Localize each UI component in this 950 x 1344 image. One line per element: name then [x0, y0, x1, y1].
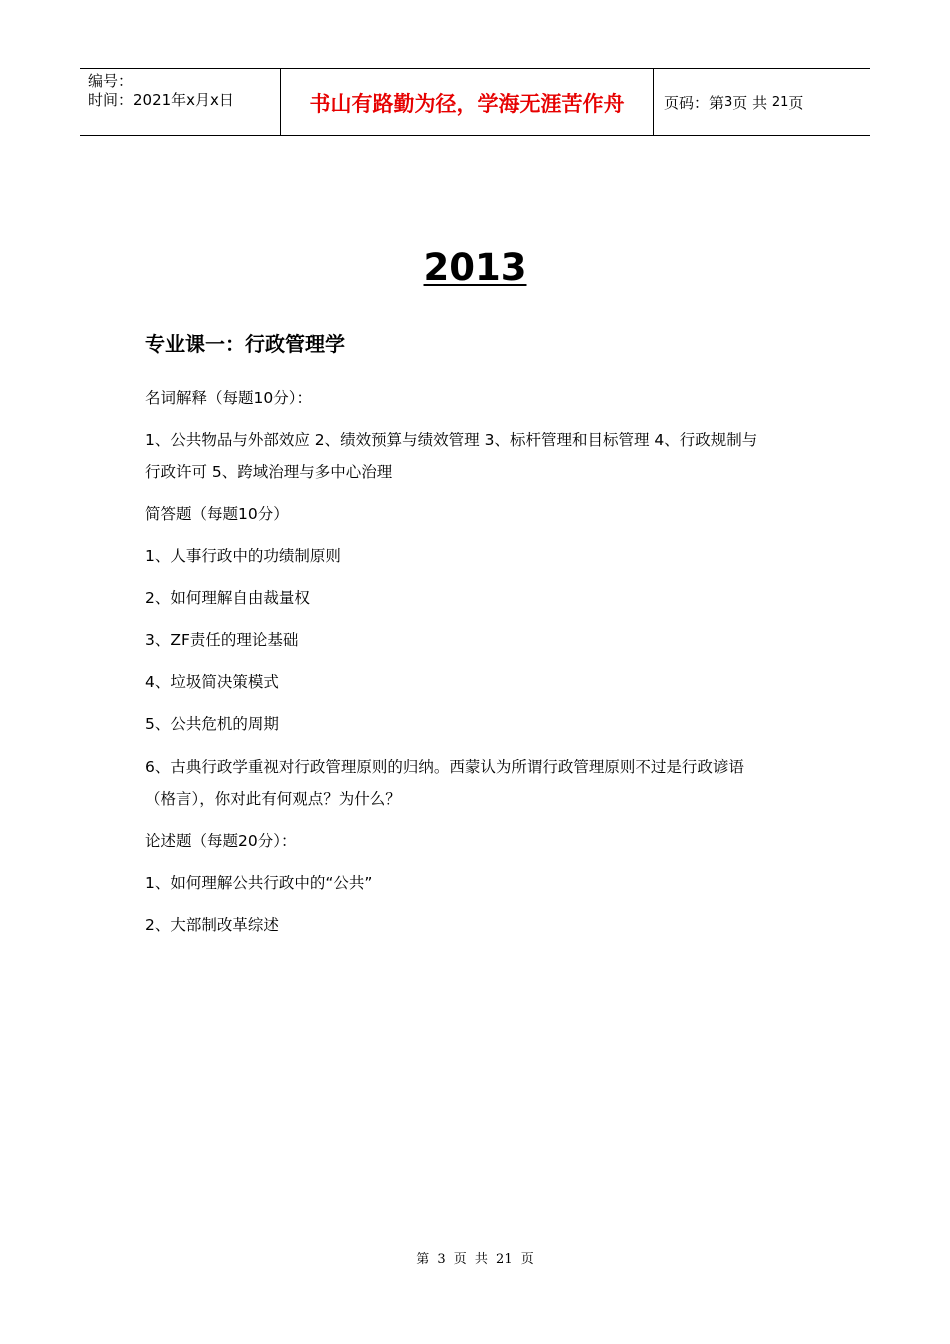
header-page-prefix: 页码：第: [664, 93, 725, 112]
section-heading-terms: 名词解释（每题10分）：: [145, 389, 312, 407]
question-item: 6、古典行政学重视对行政管理原则的归纳。西蒙认为所谓行政管理原则不过是行政谚语: [145, 758, 744, 776]
page-header: [80, 68, 870, 136]
question-item: 3、ZF责任的理论基础: [145, 631, 299, 649]
header-page-mid: 页 共: [732, 93, 768, 112]
header-motto: 书山有路勤为径，学海无涯苦作舟: [281, 69, 654, 135]
text-line: 行政许可 5、跨域治理与多中心治理: [145, 463, 393, 481]
page-footer: 第 3 页 共 21 页: [416, 1252, 534, 1267]
question-item: 5、公共危机的周期: [145, 715, 279, 733]
question-item: 2、如何理解自由裁量权: [145, 589, 310, 607]
header-page-current: 3: [724, 94, 733, 110]
question-item: 1、如何理解公共行政中的“公共”: [145, 874, 373, 892]
header-page-total: 21: [771, 94, 789, 110]
header-number-label: 编号：: [88, 72, 134, 90]
document-year-heading: 2013: [423, 246, 527, 289]
course-title: 专业课一：行政管理学: [145, 332, 345, 356]
header-meta-cell: [80, 69, 281, 135]
question-item: 1、人事行政中的功绩制原则: [145, 547, 341, 565]
section-heading-short-answer: 简答题（每题10分）: [145, 505, 289, 523]
question-item: 4、垃圾简决策模式: [145, 673, 279, 691]
header-page-info: [654, 69, 870, 135]
question-item: 2、大部制改革综述: [145, 916, 279, 934]
header-page-suffix: 页: [788, 93, 804, 112]
text-line: （格言），你对此有何观点？为什么？: [145, 790, 401, 808]
section-heading-essay: 论述题（每题20分）：: [145, 832, 297, 850]
text-line: 1、公共物品与外部效应 2、绩效预算与绩效管理 3、标杆管理和目标管理 4、行政规制与: [145, 431, 758, 449]
header-time: 时间：2021年x月x日: [88, 91, 234, 109]
